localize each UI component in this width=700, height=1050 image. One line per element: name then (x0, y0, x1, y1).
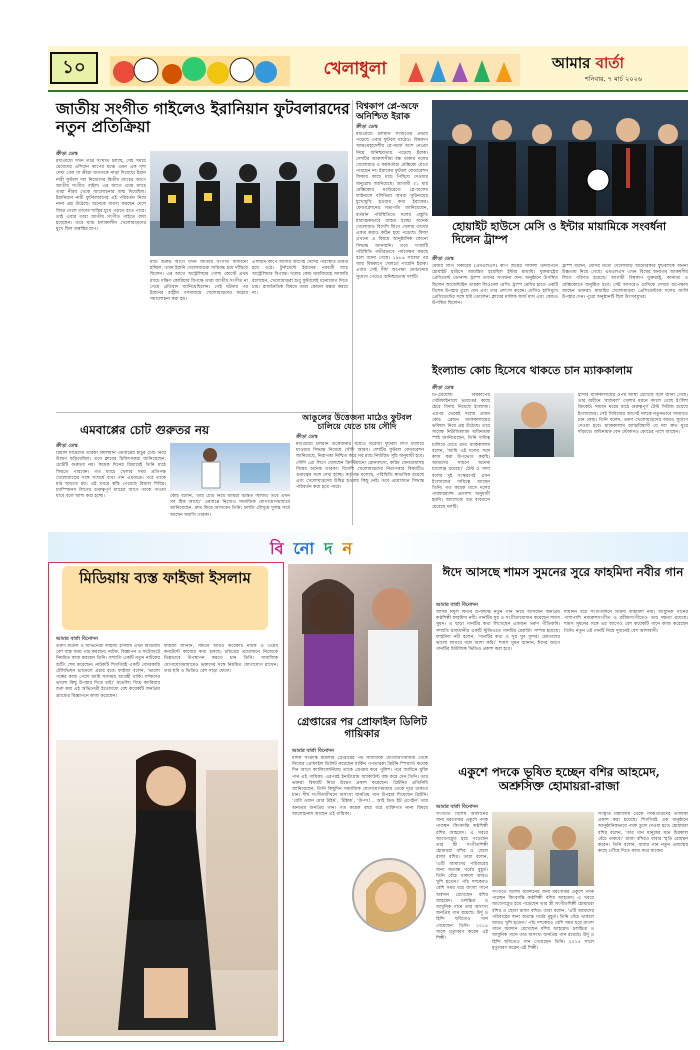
story1-body: মধ্যপ্রাচ্যে যখন তীব্র সংঘাত চলছে, সেই সময়ে মেয়েদের এশিয়ান কাপের মঞ্চে এমন এক দৃশ্য দেখা গেল যা ক্রীড়া জগতকে নাড়া দিয়েছে। ইরান নারী ফুটবল দল নিজেদের দ্বিতীয় ম্যাচের আগে জাতীয় সংগীত গাইল। এর আগে প্রথম ম্যাচে তারা নীরব থেকে আলোচনার জন্ম দিয়েছিল। ইরানিয়ান নারী ফুটবলারদের এই পরিবর্তন নিয়ে নানা প্রশ্ন উঠেছে। অনেকে ধারণা করছেন দেশে ফিরে গেলে তাদের শাস্তির মুখে পড়তে হতে পারে। তাই এবার তারা জাতীয় সংগীত গাইতে বাধ্য হয়েছেন। তবে ম্যাচ চলাকালীন খেলোয়াড়দের মুখে ছিল অস্বস্তির ছাপ। (56, 159, 146, 233)
story3-photo (432, 100, 688, 216)
story8-photo (288, 564, 432, 706)
entertainment-section-title: বিনোদন (270, 539, 363, 558)
story6-photo (494, 393, 574, 457)
dateline: শনিবার, ৭ মার্চ ২০২৬ (585, 75, 643, 83)
story1-body2: ম্যাচ শুরুর আগে যখন জাতীয় সংগীত বাজানো হচ্ছিল, তখন ইরানি খেলোয়াড়রা সারিবদ্ধ হয়ে দাঁড়িয়ে ছিলেন। এর আগে অস্ট্রেলিয়ার গোল্ড কোস্টে প্রথম ম্যাচে দক্ষিণ কোরিয়ার বিপক্ষে তারা জাতীয় সংগীত না গেয়ে প্রতিবাদ জানিয়েছিলেন। সেই ঘটনার পর ইরানের রাষ্ট্রীয় গণমাধ্যমে খেলোয়াড়দের কঠোর সমালোচনা করা হয়। (150, 260, 248, 303)
story4-headline: এমবাপ্পের চোট গুরুতর নয় (80, 423, 210, 437)
story5-byline: ক্রীড়া ডেস্ক (296, 434, 318, 440)
story9-byline: আমার বার্তা বিনোদন (292, 748, 334, 754)
story8-body: আসন্ন ঈদুল ফিতর উপলক্ষে নতুন গান নিয়ে আসছেন জনপ্রিয় কণ্ঠশিল্পী ফাহমিদা নবী। গানটির সুর ও সংগীতায়োজন করেছেন শামস সুমন। এ ছাড়া গানটির কথা লিখেছেন একজন তরুণ গীতিকবি। সম্প্রতি রাজধানীর একটি স্টুডিওতে গানটির রেকর্ডিং সম্পন্ন হয়েছে। ফাহমিদা নবী বলেন, 'গানটির কথা ও সুর খুব সুন্দর। শ্রোতাদের ভালো লাগবে বলে আশা করি।' শামস সুমন জানান, ঈদের আগে গানটির মিউজিক ভিডিও প্রকাশ করা হবে। (436, 610, 560, 653)
story6-byline: ক্রীড়া ডেস্ক (432, 385, 454, 391)
story1-body3: এশিয়ান কাপে আসার আগেই দেশের পরিস্থিতি উত্তপ্ত হয়ে ওঠে। টুর্নামেন্টে ইরানের পরবর্তী ম্যাচ অস্ট্রেলিয়ার বিপক্ষে। দলের কোচ মারজিয়েহ জাফারি বলেছেন, খেলোয়াড়রা শুধু ফুটবলেই মনোযোগ দিতে চায়। রাজনৈতিক বিষয়ে তারা কোনো মন্তব্য করবে না। (252, 260, 348, 297)
story7-headline: মিডিয়ায় ব্যস্ত ফাইজা ইসলাম (79, 569, 251, 587)
story6-body: টি-টোয়েন্টি বিশ্বকাপের সেমিফাইনালে ভারতের কাছে হেরে বিদায় নিয়েছে ইংল্যান্ড। এরপর থেকেই দলের প্রধান কোচ ব্রেন্ডন ম্যাককালামের ভবিষ্যৎ নিয়ে প্রশ্ন উঠেছে। তবে সাবেক নিউজিল্যান্ড অধিনায়ক স্পষ্ট জানিয়েছেন, তিনি দায়িত্ব চালিয়ে যেতে চান। ম্যাককালাম বলেন, 'আমি এই দলের সঙ্গে কাজ করা উপভোগ করছি। আমাদের সামনে অনেক চ্যালেঞ্জ রয়েছে।' টেস্ট ও সাদা বলের দুই সংস্করণেই এখন ইংল্যান্ডের দায়িত্বে আছেন তিনি। গত কয়েক মাসে দলের পারফরম্যান্স প্রত্যাশা অনুযায়ী হয়নি। অ্যাশেজে বড় ব্যবধানে হেরেছে দলটি। (432, 393, 490, 510)
story3-headline: হোয়াইট হাউসে মেসি ও ইন্টার মায়ামিকে সংবর্ধনা দিলেন ট্রাম্প (452, 220, 667, 246)
story7-body: তরুণ মডেল ও অভিনেত্রী ফাইজা ইসলাম এখন মিডিয়ায় বেশ ব্যস্ত সময় পার করছেন। নাটক, বিজ্ঞাপন ও ফটোশুটে নিয়মিত কাজ করছেন তিনি। সম্প্রতি একটি নতুন নাটকের শুটিং শেষ করেছেন। নাটকটি শিগগিরই একটি বেসরকারি টেলিভিশন চ্যানেলে প্রচার হবে। ফাইজা বলেন, 'ভালো গল্পের কাজ পেলে আমি সবসময় আগ্রহী থাকি। দর্শকদের ভালো কিছু উপহার দিতে চাই।' মডেলিং দিয়ে ক্যারিয়ার শুরু করা এই অভিনেত্রী ইতোমধ্যে বেশ কয়েকটি জনপ্রিয় ব্র্যান্ডের বিজ্ঞাপনে কাজ করেছেন। (56, 644, 160, 699)
story7-body2: ফাইজা জানান, সামনে আরও কয়েকটি নাটক ও ওয়েব কনটেন্টে কাজের কথা চলছে। চরিত্রের প্রয়োজনে নিজেকে ভিন্নভাবে উপস্থাপন করতে চান তিনি। সামাজিক যোগাযোগমাধ্যমেও ভক্তদের সঙ্গে নিয়মিত যোগাযোগ রাখেন। তার ছবি ও ভিডিও বেশ সাড়া ফেলে। (164, 644, 278, 674)
story1-headline: জাতীয় সংগীত গাইলেও ইরানিয়ান ফুটবলারদের নতুন প্রতিক্রিয়া (56, 99, 350, 136)
story2-headline: বিশ্বকাপ প্লে-অফে অনিশ্চিত ইরাক (356, 102, 419, 123)
story8-headline: ঈদে আসছে শামস সুমনের সুরে ফাহমিদা নবীর গান (442, 565, 684, 579)
story10-photo (492, 812, 594, 886)
story3-byline: ক্রীড়া ডেস্ক (432, 256, 454, 262)
story4-body: রিয়াল মাদ্রিদের তারকা কিলিয়ান এমবাপ্পের হাঁটুর চোট নিয়ে উদ্বেগ ছড়িয়েছিল। তবে ক্লাবের চিকিৎসকরা জানিয়েছেন, চোটটি গুরুতর নয়। কয়েক দিনের বিশ্রামেই তিনি মাঠে ফিরতে পারবেন। গত ম্যাচে খেলার সময় প্রতিপক্ষ খেলোয়াড়ের সঙ্গে সংঘর্ষে ব্যথা পান এমবাপ্পে। পরে তাকে মাঠ ছাড়তে হয়। এই খবরে স্বস্তি পেয়েছে রিয়াল শিবির। চ্যাম্পিয়নস লিগের গুরুত্বপূর্ণ ম্যাচের আগে তাকে পাওয়া যাবে বলে আশা করা হচ্ছে। (56, 451, 166, 500)
story1-photo (150, 151, 348, 256)
story10-body: সংগীতে বিশেষ অবদানের জন্য মরণোত্তর একুশে পদক পাচ্ছেন কিংবদন্তি কণ্ঠশিল্পী বশির আহমেদ। এ খবরে আবেগাপ্লুত হয়ে পড়েছেন তার স্ত্রী সংগীতশিল্পী হোমায়রা বশির ও ছেলে রাজা বশির। তারা বলেন, 'এটি আমাদের পরিবারের জন্য অত্যন্ত গর্বের মুহূর্ত। তিনি বেঁচে থাকলে আরও খুশি হতেন।' পাঁচ দশকেরও বেশি সময় ধরে বাংলা গানে অবদান রেখেছেন বশির আহমেদ। চলচ্চিত্র ও আধুনিক গানে তার অসংখ্য জনপ্রিয় গান রয়েছে। উর্দু ও হিন্দি ছবিতেও গান গেয়েছেন তিনি। ২০১৪ সালে মৃত্যুবরণ করেন এই শিল্পী। (436, 812, 488, 942)
story2-byline: ক্রীড়া ডেস্ক (356, 124, 378, 130)
story4-photo (170, 443, 290, 491)
story5-body: মধ্যপ্রাচ্যে চলমান উত্তেজনার মধ্যেও ঘরোয়া ফুটবল লিগ চালিয়ে যাওয়ার সিদ্ধান্ত নিয়েছে সৌদি আরব। দেশটির ফুটবল ফেডারেশন জানিয়েছে, নিরাপত্তা নিশ্চিত করে সব ম্যাচ নির্ধারিত সূচি অনুযায়ী হবে। সৌদি প্রো লিগে খেলছেন ক্রিস্টিয়ানো রোনালদো, করিম বেনজেমাসহ বিশ্বের অনেক তারকা। বিদেশি খেলোয়াড়দের নিরাপত্তার বিষয়টিও গুরুত্বের সঙ্গে দেখা হচ্ছে। কর্তৃপক্ষ বলেছে, পরিস্থিতি স্বাভাবিক রয়েছে এবং খেলোয়াড়দের উদ্বিগ্ন হওয়ার কিছু নেই। তবে প্রয়োজনে সিদ্ধান্ত পরিবর্তন করা হতে পারে। (296, 442, 424, 491)
story6-headline: ইংল্যান্ড কোচ হিসেবে থাকতে চান ম্যাককালাম (432, 364, 633, 377)
story1-byline: ক্রীড়া ডেস্ক (56, 151, 78, 157)
section-title: খেলাধুলা (323, 59, 387, 79)
story10-headline: একুশে পদকে ভূষিত হচ্ছেন বশির আহমেদ, অশ্রুসিক্ত হোমায়রা-রাজা (458, 765, 660, 793)
entertainment-banner (48, 532, 688, 562)
sports-balls-illustration (110, 52, 290, 88)
page-number: ১০ (50, 52, 98, 84)
story4-byline: ক্রীড়া ডেস্ক (56, 443, 78, 449)
story8-body2: দীর্ঘদিন ধরে সংগীতাঙ্গনে সক্রিয় ফাহমিদা নবী। আধুনিক গানের পাশাপাশি নজরুলসংগীত ও রবীন্দ্রসংগীতেও তার দক্ষতা রয়েছে। শামস সুমনের সঙ্গে এর আগেও বেশ কয়েকটি গানে কাজ করেছেন তিনি। নতুন এই গানটি নিয়ে দুজনেই বেশ আশাবাদী। (564, 610, 688, 634)
story9-headline: গ্রেপ্তারের পর প্রোফাইল ডিলিট গায়িকার (297, 716, 427, 741)
story5-headline: আঙুলের উত্তেজনা মাঠেও ফুটবল চালিয়ে যেতে চায় সৌদি (302, 412, 412, 432)
story8-byline: আমার বার্তা বিনোদন (436, 602, 478, 608)
story9-body: মাদক সংক্রান্ত মামলায় গ্রেপ্তারের পর সামাজিক যোগাযোগমাধ্যম থেকে নিজের প্রোফাইল ডিলিট করেছেন মার্কিন পপতারকা ব্রিটনি স্পিয়ার্স। কয়েক দিন আগে ক্যালিফোর্নিয়ায় তাকে গ্রেপ্তার করে পুলিশ। পরে জামিনে মুক্তি পান এই গায়িকা। এরপরই ইনস্টাগ্রাম অ্যাকাউন্ট বন্ধ করে দেন তিনি। তার ভক্তরা বিষয়টি নিয়ে উদ্বেগ প্রকাশ করেছেন। ব্রিটনির প্রতিনিধি জানিয়েছেন, তিনি কিছুদিন সামাজিক যোগাযোগমাধ্যম থেকে দূরে থাকতে চান। দীর্ঘ সংগীতজীবনে অসংখ্য জনপ্রিয় গান উপহার দিয়েছেন ব্রিটনি। ‘বেবি ওয়ান মোর টাইম’, ‘টক্সিক’, ‘উপস!... আই ডিড ইট এগেইন’ তার অন্যতম জনপ্রিয় গান। গত কয়েক বছর ধরে ব্যক্তিগত নানা বিষয়ে আলোচনায় আছেন এই গায়িকা। (292, 756, 428, 817)
story4-body2: কোচ বলেন, 'তার চোট নিয়ে আমরা চিন্তিত ছিলাম। তবে এখন সব ঠিক আছে।' এমবাপ্পে নিজেও সামাজিক যোগাযোগমাধ্যমে জানিয়েছেন, দ্রুত ফিরে আসবেন তিনি। চলতি মৌসুমে দুর্দান্ত ফর্মে আছেন ফরাসি তারকা। (170, 494, 290, 518)
story7-photo (56, 740, 278, 1036)
runners-illustration (400, 52, 520, 88)
story2-body: মধ্যপ্রাচ্যে চলমান সংঘাতের প্রভাব পড়েছে এবার ফুটবল মাঠেও। বিশ্বকাপ আন্তঃমহাদেশীয় প্লে-অফে অংশ নেওয়া নিয়ে অনিশ্চয়তায় পড়েছে ইরাক। দেশটির আকাশসীমা বন্ধ থাকায় দলের খেলোয়াড় ও কর্মকর্তারা মেক্সিকো যেতে পারছেন না। ইরাকের ফুটবল ফেডারেশন ফিফার কাছে ম্যাচ পিছিয়ে দেওয়ার অনুরোধ জানিয়েছে। আগামী ৩১ মার্চ মেক্সিকোর মন্টেরেতে প্লে-অফের ফাইনালে বলিভিয়া অথবা সুরিনামের মুখোমুখি হওয়ার কথা ইরাকের। ফেডারেশনের সভাপতি জানিয়েছেন, বর্তমান পরিস্থিতিতে দলের প্রস্তুতি মারাত্মকভাবে ব্যাহত হচ্ছে। অনেক খেলোয়াড় বিদেশি লিগে খেলায় তাদের একত্র করাও কঠিন হয়ে পড়েছে। ফিফা এখনো এ বিষয়ে আনুষ্ঠানিক কোনো সিদ্ধান্ত জানায়নি। তবে সংস্থাটি পরিস্থিতি গভীরভাবে পর্যবেক্ষণ করছে বলে জানা গেছে। ১৯৮৬ সালের পর আর বিশ্বকাপে খেলতে পারেনি ইরাক। এবার সেই দীর্ঘ অপেক্ষা ঘোচানোর সুযোগ পেয়েও অনিশ্চয়তায় দলটি। (356, 132, 428, 280)
story3-body2: ট্রাম্প বলেন, মেসির মতো খেলোয়াড় আমেরিকার ফুটবলকে অনন্য উচ্চতায় নিয়ে গেছে। এমএলএস এখন বিশ্বের অন্যতম আকর্ষণীয় লিগে পরিণত হয়েছে। আগামী বিশ্বকাপ যুক্তরাষ্ট্র, কানাডা ও মেক্সিকোতে অনুষ্ঠিত হবে। সেই আসরেও মেসিকে দেখার অপেক্ষায় আছেন ভক্তরা। মায়ামির খেলোয়াড়রা প্রেসিডেন্টকে দলের জার্সি উপহার দেন। পুরো অনুষ্ঠানটি ছিল উৎসবমুখর। (562, 264, 688, 301)
story7-byline: আমার বার্তা বিনোদন (56, 636, 98, 642)
newspaper-logo: আমার বার্তা (552, 54, 624, 72)
story3-body: মেজর লিগ সকারের (এমএলএস) কাপ জয়ের সাফল্য উদযাপনে হোয়াইট হাউসে আমন্ত্রিত হয়েছিল ইন্টার মায়ামি। যুক্তরাষ্ট্রের প্রেসিডেন্ট ডোনাল্ড ট্রাম্প তাদের সংবর্ধনা দেন। অনুষ্ঠানে উপস্থিত ছিলেন আর্জেন্টাইন তারকা লিওনেল মেসি। ট্রাম্প মেসির হাতে একটি বিশেষ উপহার তুলে দেন এবং তার প্রশংসা করেন। মেসিও হাসিমুখে প্রেসিডেন্টের সঙ্গে ছবি তোলেন। ক্লাবের মালিক জর্জ মাস এবং কোচও উপস্থিত ছিলেন। (432, 264, 558, 307)
story10-body2: সংস্কৃতি মন্ত্রণালয় থেকে পদকপ্রাপ্তদের তালিকা প্রকাশ করা হয়েছে। শিগগিরই এক অনুষ্ঠানে আনুষ্ঠানিকভাবে পদক তুলে দেওয়া হবে। হোমায়রা বশির বলেন, 'তার গান মানুষের মনে চিরকাল বেঁচে থাকবে।' রাজা বশিরও বাবার স্মৃতি রোমন্থন করেন। তিনি বলেন, বাবার গান নতুন প্রজন্মের কাছে পৌঁছে দিতে কাজ করে যাবেন। (598, 812, 688, 855)
story6-body2: ইসিবি ম্যাককালামের ওপর আস্থা রেখেছে বলে জানা গেছে। তার অধীনে 'বাজবল' খেলার ধরনে বদলে গেছে ইংলিশ ক্রিকেট। সামনে ঘরের মাঠে গুরুত্বপূর্ণ টেস্ট সিরিজ রয়েছে ইংল্যান্ডের। সেই সিরিজের আগেই দলকে নতুনভাবে সাজাতে চান কোচ। তিনি বলেন, তরুণ খেলোয়াড়দের আরও সুযোগ দেওয়া হবে। ম্যাককালাম আত্মবিশ্বাসী যে দল দ্রুত ঘুরে দাঁড়াবে। অধিনায়ক বেন স্টোকসও কোচের পাশে আছেন। (578, 393, 688, 436)
story9-photo (352, 858, 426, 932)
story10-byline: আমার বার্তা বিনোদন (436, 804, 478, 810)
story10-body-cont: সংগীতে বিশেষ অবদানের জন্য মরণোত্তর একুশে পদক পাচ্ছেন কিংবদন্তি কণ্ঠশিল্পী বশির আহমেদ। এ খবরে আবেগাপ্লুত হয়ে পড়েছেন তার স্ত্রী সংগীতশিল্পী হোমায়রা বশির ও ছেলে রাজা বশির। তারা বলেন, 'এটি আমাদের পরিবারের জন্য অত্যন্ত গর্বের মুহূর্ত। তিনি বেঁচে থাকলে আরও খুশি হতেন।' পাঁচ দশকেরও বেশি সময় ধরে বাংলা গানে অবদান রেখেছেন বশির আহমেদ। চলচ্চিত্র ও আধুনিক গানে তার অসংখ্য জনপ্রিয় গান রয়েছে। উর্দু ও হিন্দি ছবিতেও গান গেয়েছেন তিনি। ২০১৪ সালে মৃত্যুবরণ করেন এই শিল্পী। (492, 890, 594, 951)
